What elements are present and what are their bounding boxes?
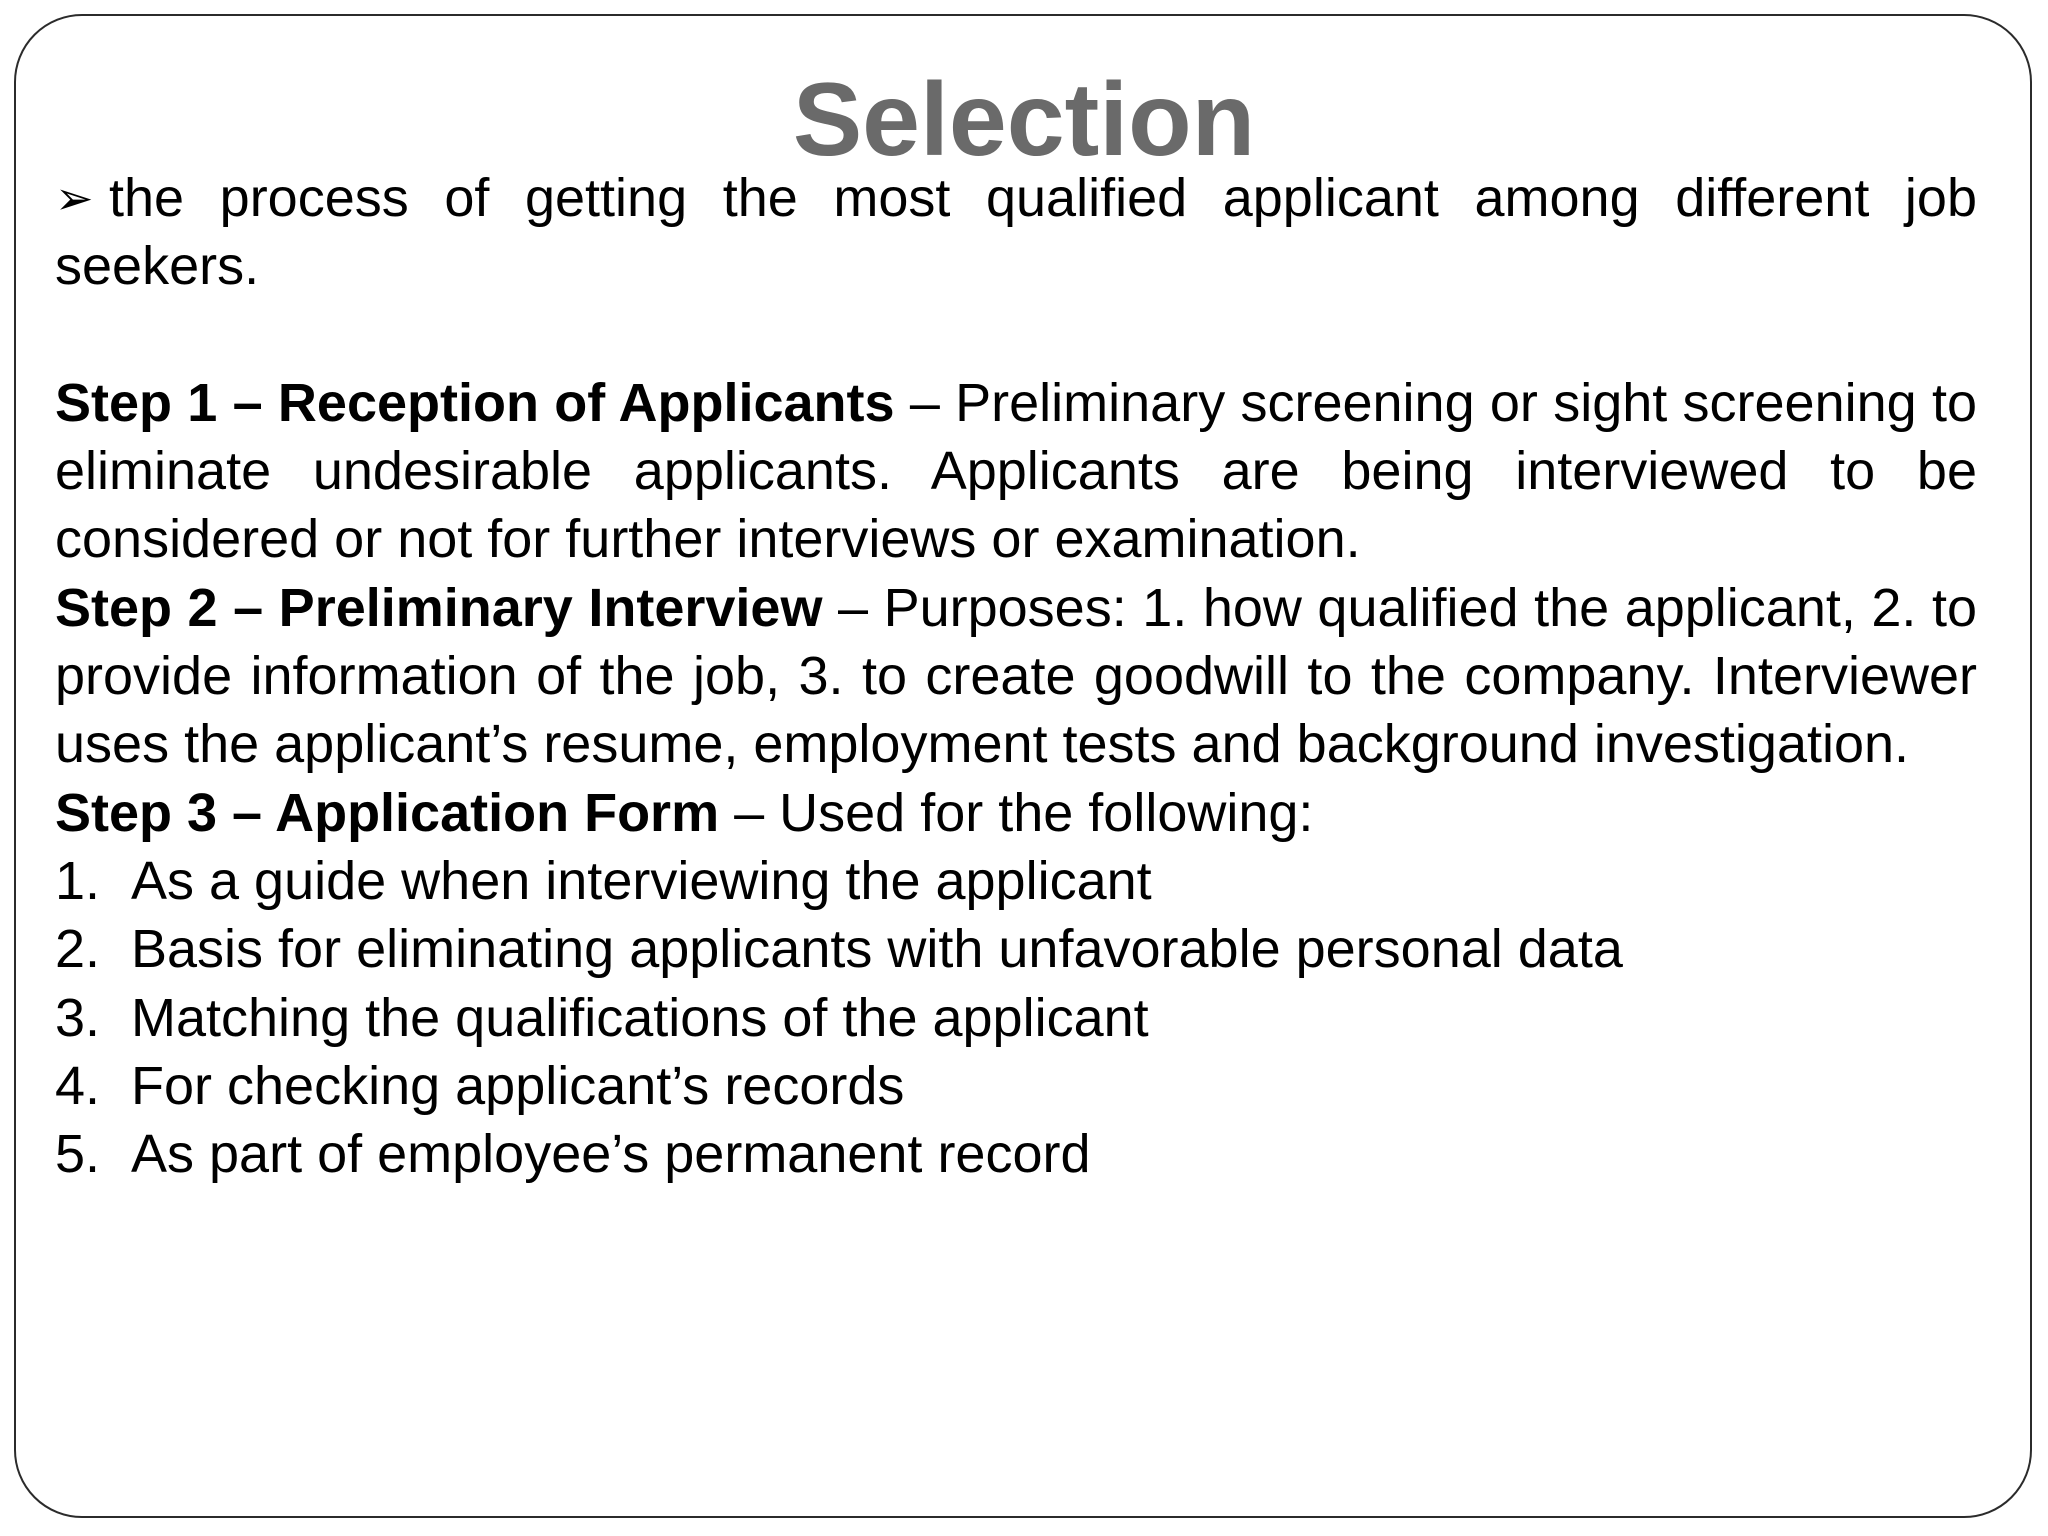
list-item: [55, 1052, 1977, 1120]
list-item-number: 3.: [55, 987, 101, 1048]
list-item-number: 2.: [55, 919, 101, 980]
step-2-separator: –: [822, 577, 884, 638]
list-item: [55, 847, 1977, 915]
step-3-separator: –: [719, 782, 780, 843]
step-3-text: Used for the following:: [779, 782, 1314, 843]
step-1-text: Preliminary screening or sight screening to eliminate undesirable applicants. Applicants are being interviewed to be considered or not for further interviews or examination.: [55, 372, 1977, 570]
list-item-number: 5.: [55, 1124, 101, 1185]
step-3-paragraph: [55, 779, 1977, 847]
slide-title: Selection: [792, 62, 1256, 178]
step-1-paragraph: [55, 369, 1977, 574]
list-item-text: As a guide when interviewing the applicant: [131, 850, 1152, 911]
list-item-text: Basis for eliminating applicants with unfavorable personal data: [131, 919, 1623, 980]
intro-text: the process of getting the most qualified applicant among different job seekers.: [55, 168, 1977, 297]
step-1-heading: Step 1 – Reception of Applicants: [55, 372, 895, 433]
list-item: [55, 915, 1977, 983]
step-2-heading: Step 2 – Preliminary Interview: [55, 577, 823, 638]
intro-paragraph: [55, 164, 1977, 301]
slide-body: [55, 164, 1977, 1188]
step-2-paragraph: [55, 574, 1977, 779]
list-item: [55, 984, 1977, 1052]
paragraph-spacer: [55, 301, 1977, 369]
arrow-bullet-icon: ➢: [55, 172, 94, 224]
list-item-number: 4.: [55, 1055, 101, 1116]
step-3-heading: Step 3 – Application Form: [55, 782, 720, 843]
list-item-text: Matching the qualifications of the applicant: [131, 987, 1149, 1048]
list-item: [55, 1120, 1977, 1188]
list-item-text: For checking applicant’s records: [131, 1055, 905, 1116]
application-form-uses-list: [55, 847, 1977, 1188]
step-2-text: Purposes: 1. how qualified the applicant, 2. to provide information of the job, 3. to create goodwill to the company. Interviewer uses the applicant’s resume, employment tests and background investigation.: [55, 577, 1977, 775]
list-item-number: 1.: [55, 850, 101, 911]
step-1-separator: –: [894, 372, 956, 433]
list-item-text: As part of employee’s permanent record: [131, 1124, 1091, 1185]
